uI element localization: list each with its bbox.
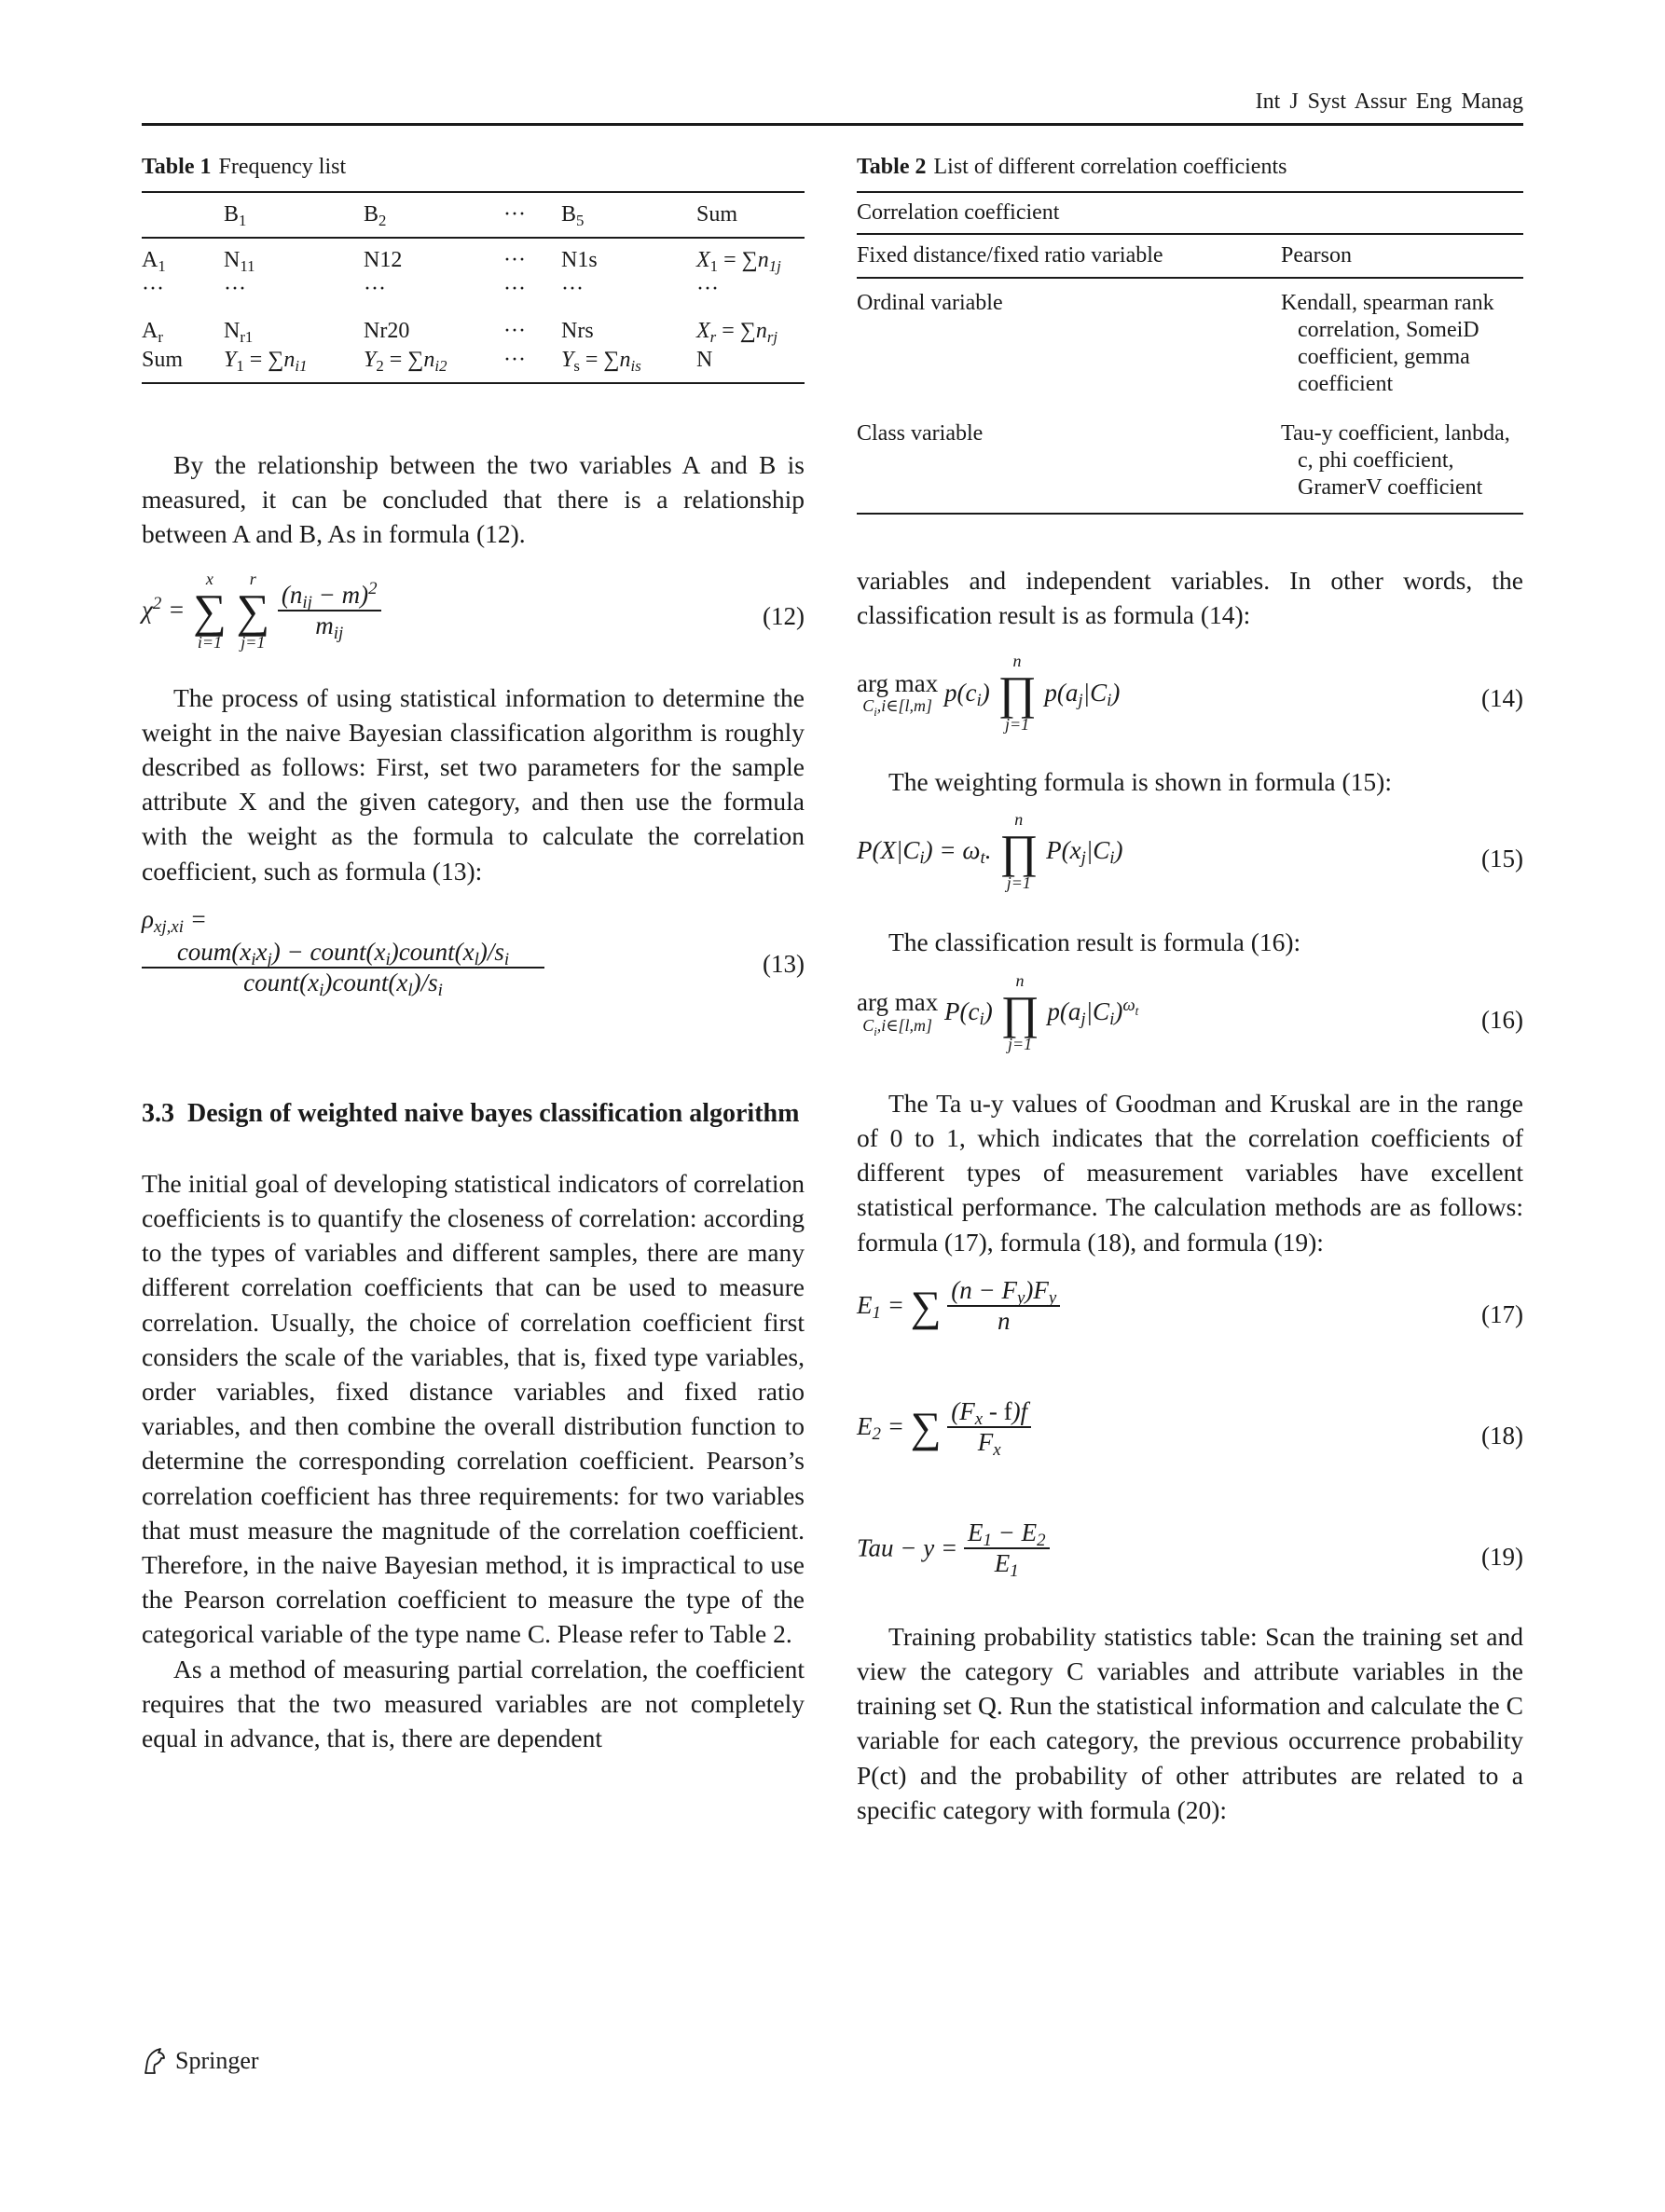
table-cell: Ordinal variable <box>857 291 1003 315</box>
table-header-cell: $B_2$ <box>364 192 503 238</box>
table-cell: $N_{11}$ <box>224 248 255 275</box>
paragraph: The classification result is formula (16): <box>888 927 1301 956</box>
table-cell: $X_1 = \sum n_{1j}$ <box>696 248 781 275</box>
table-cell: Fixed distance/fixed ratio variable <box>857 234 1281 278</box>
table1-label: Table 1 <box>142 155 212 179</box>
equation-15: $P(X|C_i) = \omega_t$. n ∏ j=1 $P(x_j|C_i)$ (15) <box>857 809 1523 892</box>
table-cell: Kendall, spearman rank correlation, SomeiD coefficient, gemma coefficient <box>1281 291 1494 396</box>
table-row <box>142 275 805 317</box>
paragraph: The process of using statistical information to determine the weight in the naive Bayesian classification algorithm is roughly described as follows: First, set two parameters for the sample attribute X and the given category, and then use the formula with the weight as the formula to calculate the correlation coefficient, such as formula (13): <box>142 682 805 886</box>
table-cell: ··· <box>696 277 719 301</box>
table-header-cell: Correlation coefficient <box>857 192 1523 234</box>
table1-title: Frequency list <box>218 155 347 179</box>
equation-17: $E_1$ = ∑ $\frac{(n - F_y)F_y}{n}$ (17) <box>857 1275 1523 1335</box>
equation-number: (17) <box>1481 1299 1523 1328</box>
table-row <box>857 278 1523 409</box>
table-header-row <box>857 192 1523 234</box>
table-cell: ··· <box>142 277 164 301</box>
table-cell: $Y_1 = \sum n_{i1}$ <box>224 348 308 375</box>
equation-number: (16) <box>1481 1005 1523 1034</box>
table2-caption <box>857 155 1523 180</box>
table2-title: List of different correlation coefficients <box>933 155 1287 179</box>
paragraph: variables and independent variables. In other words, the classification result is as formula (14): <box>857 566 1523 630</box>
table-header-row <box>142 192 805 238</box>
paragraph: As a method of measuring partial correlation, the coefficient requires that the two measured variables are not completely equal in advance, that is, there are dependent <box>142 1654 805 1753</box>
table-cell: $A_1$ <box>142 248 166 275</box>
table-cell: ··· <box>503 277 526 301</box>
table-cell: Sum <box>142 348 184 372</box>
table-cell: N1s <box>561 248 598 272</box>
table-header-cell: ··· <box>503 192 561 238</box>
table-cell: ··· <box>503 319 526 343</box>
journal-header: Int J Syst Assur Eng Manag <box>1255 89 1523 114</box>
right-column <box>857 155 1523 1827</box>
equation-12: $\chi^2$ = x ∑ i=1 r ∑ j=1 $\frac{(n_{ij} - m)^2}{m_{ij}}$ (12) <box>142 569 805 652</box>
section-number: 3.3 <box>142 1098 174 1128</box>
table-row <box>142 317 805 346</box>
equation-13: $\rho_{xj,xi}$ = $coum(x_ix_j)$ − $count(x_i)count(x_l)/s_i$ $count(x_i)count(x_l)/s_i$ (13) <box>142 904 805 1000</box>
table-cell: ··· <box>503 348 526 372</box>
table-row <box>857 409 1523 514</box>
table-cell: Tau-y coefficient, lanbda, c, phi coefficient, GramerV coefficient <box>1281 421 1510 500</box>
table-cell: ··· <box>561 277 584 301</box>
table-cell: Class variable <box>857 421 984 446</box>
equation-14: arg max $C_i,i\in[l,m]$ $p(c_i)$ n ∏ j=1 $p(a_j|C_i)$ (14) <box>857 652 1523 735</box>
frequency-table <box>142 191 805 384</box>
table2-label: Table 2 <box>857 155 927 179</box>
left-column <box>142 155 805 1755</box>
table-header-cell: $B_5$ <box>561 192 696 238</box>
equation-number: (12) <box>763 601 805 630</box>
equation-number: (13) <box>763 949 805 978</box>
equation-number: (19) <box>1481 1542 1523 1571</box>
table-cell: Nrs <box>561 319 594 343</box>
table-header-cell: Sum <box>696 192 805 238</box>
table-cell: Nr20 <box>364 319 410 343</box>
table-cell: $Y_s = \sum n_{is}$ <box>561 348 641 375</box>
equation-number: (14) <box>1481 684 1523 713</box>
correlation-table <box>857 191 1523 515</box>
table-cell: N <box>696 348 713 372</box>
equation-number: (18) <box>1481 1421 1523 1449</box>
table1-caption <box>142 155 805 180</box>
section-title: Design of weighted naive bayes classification algorithm <box>187 1098 800 1128</box>
table-cell: $Y_2 = \sum n_{i2}$ <box>364 348 447 375</box>
table-cell: $N_{r1}$ <box>224 319 254 346</box>
equation-18: $E_2$ = ∑ $\frac{(F_x - f)f}{F_x}$ (18) <box>857 1396 1523 1460</box>
table-header-cell <box>142 192 224 238</box>
table-cell: Pearson <box>1281 234 1523 278</box>
paragraph: The weighting formula is shown in formula (15): <box>888 767 1392 797</box>
section-heading <box>142 1097 805 1131</box>
table-cell: $A_r$ <box>142 319 163 346</box>
table-header-cell: $B_1$ <box>224 192 364 238</box>
table-row <box>142 238 805 275</box>
paragraph: The Ta u-y values of Goodman and Kruskal are in the range of 0 to 1, which indicates that the correlation coefficients of different types of measurement variables have excellent statistical performance. The calculation methods are as follows: formula (17), formula (18), and formula (19): <box>857 1088 1523 1257</box>
publisher-name: Springer <box>175 2047 259 2074</box>
equation-19: Tau − y = $\frac{E_1 - E_2}{E_1}$ (19) <box>857 1518 1523 1581</box>
table-row <box>857 234 1523 278</box>
equation-16: arg max $C_i,i\in[l,m]$ $P(c_i)$ n ∏ j=1 $p(a_j|C_i)^{\omega_t}$ (16) <box>857 970 1523 1053</box>
equation-number: (15) <box>1481 844 1523 872</box>
springer-horse-icon <box>142 2047 168 2075</box>
table-cell: ··· <box>364 277 386 301</box>
paragraph: Training probability statistics table: Scan the training set and view the category C variables and attribute variables in the training set Q. Run the statistical information and calculate the C variable for each category, the previous occurrence probability P(ct) and the probability of other attributes are related to a specific category with formula (20): <box>857 1621 1523 1824</box>
table-cell: ··· <box>503 248 526 272</box>
table-cell: $X_r = \sum n_{rj}$ <box>696 319 778 346</box>
paragraph: The initial goal of developing statistical indicators of correlation coefficients is to quantify the closeness of correlation: according to the types of variables and different samples, there are many different correlation coefficients that can be used to measure correlation. Usually, the choice of correlation coefficient first considers the scale of the variables, that is, fixed type variables, order variables, fixed distance variables and fixed ratio variables, and then combine the overall distribution function to determine the corresponding correlation coefficient. Pearson’s correlation coefficient has three requirements: for two variables that must measure the magnitude of the correlation coefficient. Therefore, in the naive Bayesian method, it is impractical to use the Pearson correlation coefficient to measure the type of the categorical variable of the type name C. Please refer to Table 2. <box>142 1168 805 1649</box>
publisher-footer <box>142 2047 259 2075</box>
table-row <box>142 346 805 383</box>
table-cell: ··· <box>224 277 246 301</box>
paragraph: By the relationship between the two variables A and B is measured, it can be concluded that there is a relationship between A and B, As in formula (12). <box>142 450 805 549</box>
header-rule <box>142 123 1523 126</box>
table-cell: N12 <box>364 248 403 272</box>
